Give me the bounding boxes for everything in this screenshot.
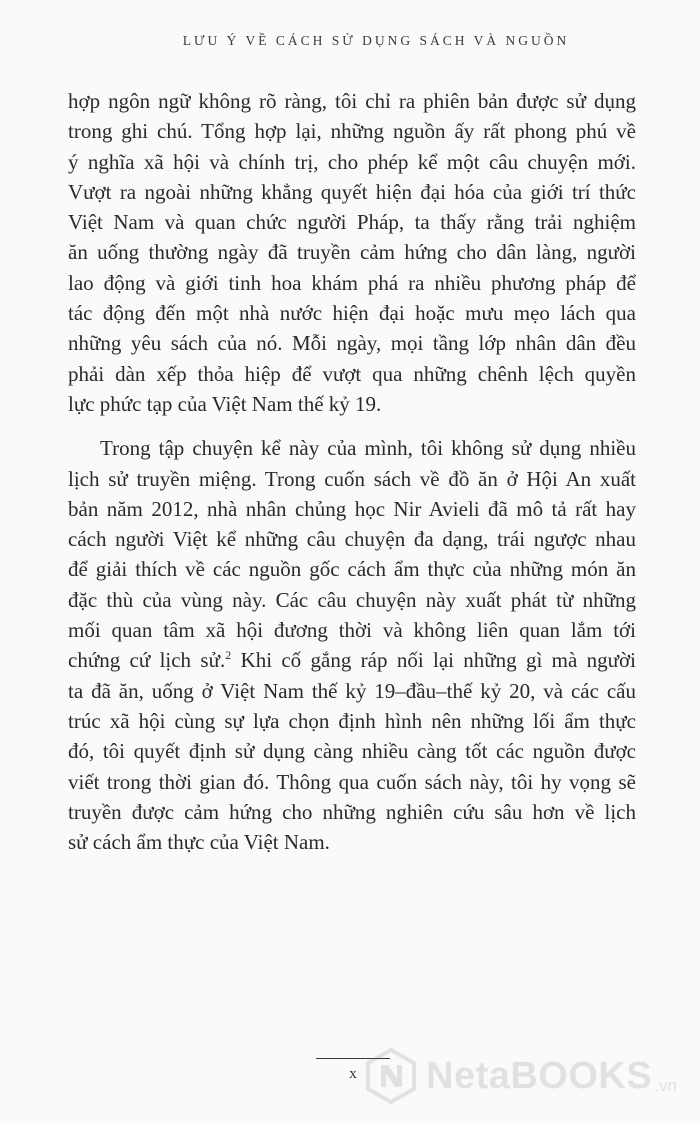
watermark-brand: NetaBOOKS	[426, 1054, 653, 1097]
watermark	[362, 1047, 677, 1105]
text-line: đặc thù của vùng này. Các câu chuyện này xuất phát từ những	[68, 587, 636, 612]
text-line-with-footnote	[68, 645, 636, 675]
text-fragment: chứng cứ lịch sử.	[68, 648, 226, 673]
text-line: đó, tôi quyết định sử dụng càng nhiều càng tốt các nguồn được	[68, 739, 636, 764]
text-line: Vượt ra ngoài những khẳng quyết hiện đại hóa của giới trí thức	[68, 179, 636, 204]
footnote-marker[interactable]: 2	[225, 648, 232, 663]
running-header: LƯU Ý VỀ CÁCH SỬ DỤNG SÁCH VÀ NGUỒN	[182, 33, 570, 48]
text-line: lao động và giới tinh hoa khám phá ra nhiều phương pháp để	[68, 270, 636, 295]
text-line: Việt Nam và quan chức người Pháp, ta thấy rằng trải nghiệm	[68, 210, 636, 235]
paragraph-1	[68, 86, 636, 419]
text-line: mối quan tâm xã hội đương thời và không liên quan lắm tới	[68, 618, 636, 643]
text-line: cách người Việt kể những câu chuyện đa dạng, trái ngược nhau	[68, 527, 636, 552]
footer-rule	[316, 1058, 390, 1059]
text-line: trúc xã hội cùng sự lựa chọn định hình nên những lối ẩm thực	[68, 708, 636, 733]
text-line: viết trong thời gian đó. Thông qua cuốn sách này, tôi hy vọng sẽ	[68, 769, 636, 794]
watermark-suffix: .vn	[654, 1076, 677, 1095]
text-line: Trong tập chuyện kể này của mình, tôi không sử dụng nhiều	[100, 436, 636, 461]
body-text	[68, 86, 636, 857]
text-line: lịch sử truyền miệng. Trong cuốn sách về đồ ăn ở Hội An xuất	[68, 466, 636, 491]
paragraph-2	[68, 433, 636, 857]
text-line: những yêu sách của nó. Mỗi ngày, mọi tầng lớp nhân dân đều	[68, 331, 636, 356]
text-fragment: Khi cố gắng ráp nối lại những gì mà người	[231, 648, 636, 673]
text-line: tác động đến một nhà nước hiện đại hoặc mưu mẹo lách qua	[68, 301, 636, 326]
text-line: lực phức tạp của Việt Nam thế kỷ 19.	[68, 391, 382, 416]
text-line: ta đã ăn, uống ở Việt Nam thế kỷ 19–đầu–thế kỷ 20, và các cấu	[68, 678, 636, 703]
text-line: phải dàn xếp thỏa hiệp để vượt qua những chênh lệch quyền	[68, 361, 636, 386]
text-line: ăn uống thường ngày đã truyền cảm hứng cho dân làng, người	[68, 240, 636, 265]
text-line: truyền được cảm hứng cho những nghiên cứu sâu hơn về lịch	[68, 799, 636, 824]
text-line: sử cách ẩm thực của Việt Nam.	[68, 830, 330, 855]
text-line: trong ghi chú. Tổng hợp lại, những nguồn ấy rất phong phú về	[68, 119, 636, 144]
text-line: hợp ngôn ngữ không rõ ràng, tôi chỉ ra phiên bản được sử dụng	[68, 89, 636, 113]
text-line: bản năm 2012, nhà nhân chủng học Nir Avieli đã mô tả rất hay	[68, 496, 636, 521]
text-line: để giải thích về các nguồn gốc cách ẩm thực của những món ăn	[68, 557, 636, 582]
page-number: x	[349, 1066, 357, 1082]
text-line: ý nghĩa xã hội và chính trị, cho phép kể một câu chuyện mới.	[68, 149, 636, 174]
